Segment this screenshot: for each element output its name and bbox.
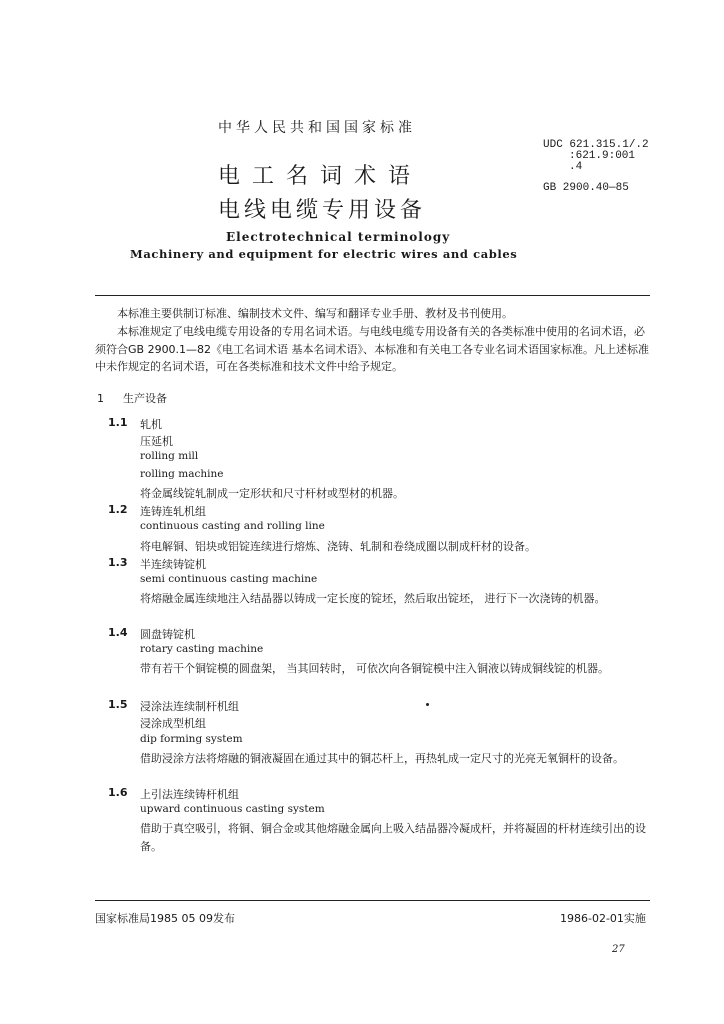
intro-paragraph-2: 本标准规定了电线电缆专用设备的专用名词术语。与电线电缆专用设备有关的各类标准中使用的名词术语，必须符合GB 2900.1—82《电工名词术语 基本名词术语》、本标准和有关电工各专业名词术语国家标准。凡上述标准中未作规定的名词术语，可在各类标准和技术文件中给予规定。 bbox=[95, 325, 650, 373]
page-number: 27 bbox=[612, 944, 625, 955]
issue-date: 国家标准局1985 05 09发布 bbox=[95, 912, 235, 925]
entry-number: 1.2 bbox=[108, 503, 128, 516]
udc-line: .4 bbox=[569, 161, 583, 173]
term-en: continuous casting and rolling line bbox=[140, 520, 325, 532]
term-cn: 连铸连轧机组 bbox=[140, 505, 206, 518]
term-definition: 借助浸涂方法将熔融的铜液凝固在通过其中的铜芯杆上，再热轧成一定尺寸的光亮无氧铜杆的设备。 bbox=[140, 752, 624, 765]
term-en: rotary casting machine bbox=[140, 643, 264, 655]
term-definition: 带有若干个铜锭模的圆盘架， 当其回转时， 可依次向各铜锭模中注入铜液以铸成铜线锭的机器。 bbox=[140, 662, 609, 675]
term-cn: 浸涂法连续制杆机组 bbox=[140, 700, 239, 713]
term-cn: 半连续铸锭机 bbox=[140, 558, 206, 571]
udc-line: :621.9:001 bbox=[569, 150, 636, 162]
section-heading bbox=[97, 390, 167, 406]
entry-number: 1.4 bbox=[108, 626, 128, 639]
udc-code bbox=[543, 140, 649, 173]
term-en: rolling mill bbox=[140, 450, 199, 462]
term-cn: 圆盘铸锭机 bbox=[140, 628, 195, 641]
gb-number: GB 2900.40—85 bbox=[543, 182, 629, 194]
term-en: rolling machine bbox=[140, 468, 224, 480]
stray-mark bbox=[426, 703, 429, 706]
top-divider bbox=[95, 295, 650, 296]
term-cn: 浸涂成型机组 bbox=[140, 717, 206, 730]
document-subtitle-en: Machinery and equipment for electric wires and cables bbox=[130, 247, 518, 261]
udc-line: UDC 621.315.1/.2 bbox=[543, 139, 649, 151]
term-cn: 轧机 bbox=[140, 418, 162, 431]
effective-date: 1986-02-01实施 bbox=[560, 912, 646, 925]
entry-number: 1.5 bbox=[108, 698, 128, 711]
term-cn: 上引法连续铸杆机组 bbox=[140, 788, 239, 801]
entry-number: 1.1 bbox=[108, 416, 128, 429]
section-title: 生产设备 bbox=[123, 392, 167, 405]
entry-number: 1.6 bbox=[108, 786, 128, 799]
entry-number: 1.3 bbox=[108, 556, 128, 569]
standard-country-heading: 中华人民共和国国家标准 bbox=[218, 120, 416, 136]
term-cn: 压延机 bbox=[140, 435, 173, 448]
term-definition: 将熔融金属连续地注入结晶器以铸成一定长度的锭坯，然后取出锭坯， 进行下一次浇铸的机器。 bbox=[140, 592, 606, 605]
term-definition: 将电解铜、铝块或铝锭连续进行熔炼、浇铸、轧制和卷绕成圈以制成杆材的设备。 bbox=[140, 540, 536, 553]
document-subtitle-cn: 电线电缆专用设备 bbox=[218, 198, 427, 223]
bottom-divider bbox=[95, 900, 650, 901]
document-title-en: Electrotechnical terminology bbox=[226, 230, 451, 244]
intro-paragraph-1: 本标准主要供制订标准、编制技术文件、编写和翻译专业手册、教材及书刊使用。 bbox=[117, 307, 513, 320]
term-definition: 借助于真空吸引，将铜、铜合金或其他熔融金属向上吸入结晶器冷凝成杆，并将凝固的杆材连续引出的设备。 bbox=[140, 822, 646, 853]
document-title-cn: 电工名词术语 bbox=[218, 164, 423, 189]
term-en: semi continuous casting machine bbox=[140, 573, 318, 585]
term-en: dip forming system bbox=[140, 733, 243, 745]
term-en: upward continuous casting system bbox=[140, 803, 325, 815]
term-definition: 将金属线锭轧制成一定形状和尺寸杆材或型材的机器。 bbox=[140, 487, 404, 500]
section-number: 1 bbox=[97, 392, 104, 405]
